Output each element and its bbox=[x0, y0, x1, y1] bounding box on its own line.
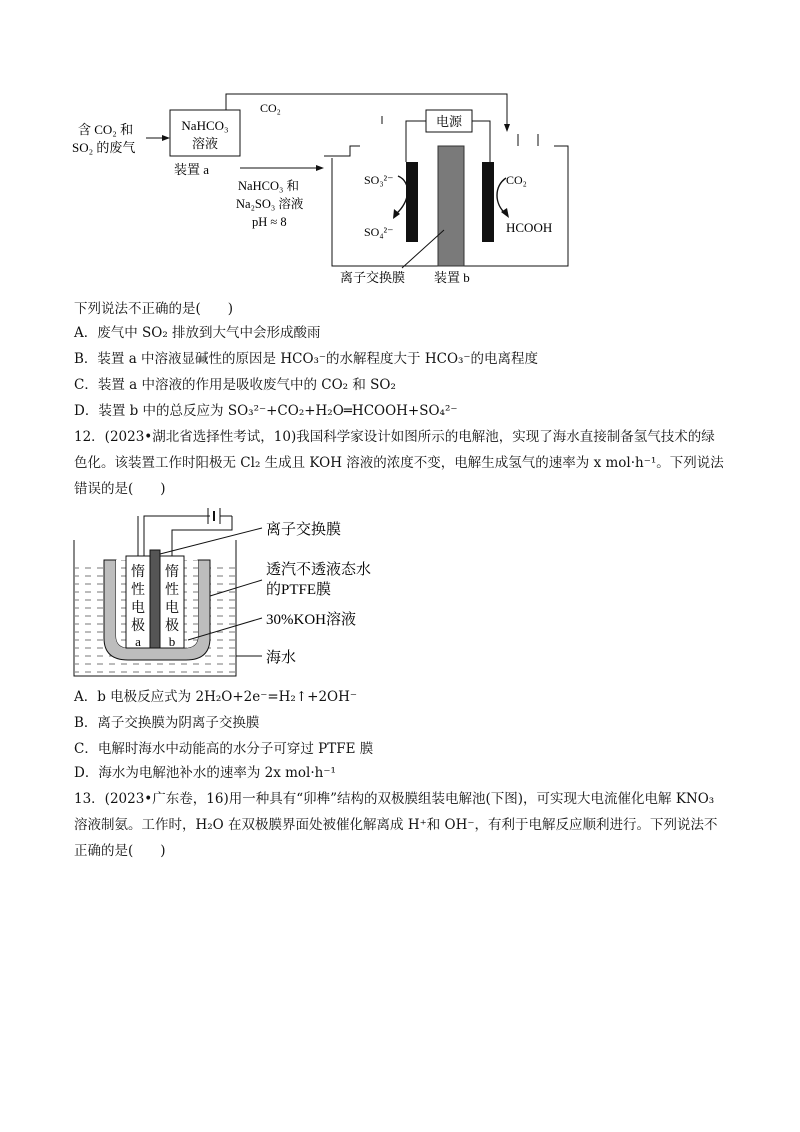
q11-option-c[interactable]: C．装置 a 中溶液的作用是吸收废气中的 CO₂ 和 SO₂ bbox=[74, 377, 396, 393]
solution-label-1: NaHCO₃ 和 bbox=[238, 179, 299, 193]
gas-inlet-label-1: 含 CO₂ 和 bbox=[78, 122, 134, 137]
ion-exchange-membrane bbox=[438, 146, 464, 266]
gas-inlet-label-2: SO₂ 的废气 bbox=[72, 140, 136, 155]
q11-stem: 下列说法不正确的是( ) bbox=[74, 301, 234, 317]
electrode-b-char-1: 惰 bbox=[165, 565, 179, 580]
electrode-a-char-4: 极 bbox=[131, 619, 145, 634]
q11-option-d[interactable]: D．装置 b 中的总反应为 SO₃²⁻+CO₂+H₂O═HCOOH+SO₄²⁻ bbox=[74, 403, 458, 419]
so3-label: SO₃²⁻ bbox=[364, 173, 394, 187]
q13-stem-line3: 正确的是( ) bbox=[74, 843, 166, 859]
q12-option-c[interactable]: C．电解时海水中动能高的水分子可穿过 PTFE 膜 bbox=[74, 741, 374, 757]
figure-device-ab bbox=[60, 90, 580, 290]
power-supply-label: 电源 bbox=[435, 114, 463, 129]
hcooh-label: HCOOH bbox=[506, 220, 553, 235]
device-a-label: 装置 a bbox=[174, 162, 210, 177]
koh-label: 30%KOH溶液 bbox=[266, 612, 356, 628]
q12-stem-line2: 色化。该装置工作时阳极无 Cl₂ 生成且 KOH 溶液的浓度不变，电解生成氢气的速率为 x mol·h⁻¹。下列说法 bbox=[74, 455, 724, 471]
electrode-b-char-5: b bbox=[168, 634, 176, 649]
membrane-label: 离子交换膜 bbox=[340, 270, 406, 285]
electrode-a-char-3: 电 bbox=[131, 601, 145, 616]
electrode-a-char-1: 惰 bbox=[131, 565, 145, 580]
figure-electrolysis-cell bbox=[60, 500, 390, 680]
q11-option-b[interactable]: B．装置 a 中溶液显碱性的原因是 HCO₃⁻的水解程度大于 HCO₃⁻的电离程度 bbox=[74, 351, 539, 367]
ion-membrane-label: 离子交换膜 bbox=[266, 522, 342, 538]
electrode-b-char-4: 极 bbox=[165, 619, 179, 634]
electrode-a-char-5: a bbox=[135, 634, 141, 649]
q12-option-b[interactable]: B．离子交换膜为阴离子交换膜 bbox=[74, 715, 260, 731]
so4-label: SO₄²⁻ bbox=[364, 225, 394, 239]
device-b-label: 装置 b bbox=[434, 270, 470, 285]
q12-option-a[interactable]: A．b 电极反应式为 2H₂O+2e⁻=H₂↑+2OH⁻ bbox=[74, 689, 358, 705]
right-electrode bbox=[482, 162, 494, 242]
membrane-bar bbox=[150, 550, 160, 648]
q12-option-d[interactable]: D．海水为电解池补水的速率为 2x mol·h⁻¹ bbox=[74, 765, 336, 781]
ptfe-label-1: 透汽不透液态水 bbox=[266, 562, 372, 578]
left-electrode bbox=[406, 162, 418, 242]
seawater-label: 海水 bbox=[266, 650, 297, 666]
solution-label-3: pH ≈ 8 bbox=[252, 215, 287, 229]
q13-stem-line2: 溶液制氨。工作时，H₂O 在双极膜界面处被催化解离成 H⁺和 OH⁻，有利于电解反应顺利进行。下列说法不 bbox=[74, 817, 718, 833]
device-a-box-line1: NaHCO₃ bbox=[181, 118, 229, 133]
q12-stem-line3: 错误的是( ) bbox=[74, 481, 166, 497]
co2-top-label: CO₂ bbox=[260, 101, 281, 115]
device-a-box-line2: 溶液 bbox=[191, 136, 219, 151]
electrode-b-char-3: 电 bbox=[165, 601, 179, 616]
solution-label-2: Na₂SO₃ 溶液 bbox=[236, 197, 304, 211]
ptfe-label-2: 的PTFE膜 bbox=[266, 582, 332, 598]
co2-right-label: CO₂ bbox=[506, 173, 527, 187]
electrode-a-char-2: 性 bbox=[131, 583, 145, 598]
q12-stem-line1: 12．(2023•湖北省选择性考试，10)我国科学家设计如图所示的电解池，实现了海水直接制备氢气技术的绿 bbox=[74, 429, 715, 445]
q13-stem-line1: 13．(2023•广东卷，16)用一种具有“卯榫”结构的双极膜组装电解池(下图)，可实现大电流催化电解 KNO₃ bbox=[74, 791, 715, 807]
electrode-b-char-2: 性 bbox=[165, 583, 179, 598]
q11-option-a[interactable]: A．废气中 SO₂ 排放到大气中会形成酸雨 bbox=[74, 325, 321, 341]
